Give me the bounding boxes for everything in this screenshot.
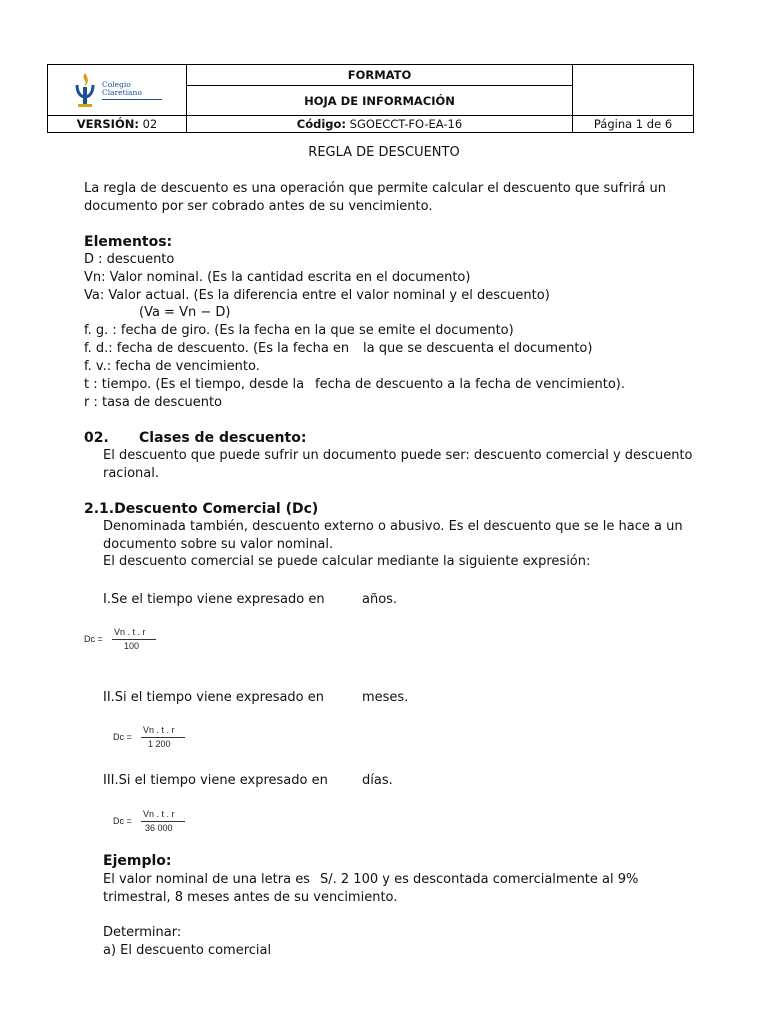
element-r: r : tasa de descuento	[84, 395, 223, 410]
formula-denominator: 1 200	[148, 739, 171, 749]
formula-denominator: 100	[124, 641, 140, 651]
header-formato: FORMATO	[187, 65, 573, 86]
formula-days	[113, 809, 193, 835]
clases-line-1: El descuento que puede sufrir un documento puede ser: descuento comercial y descuento	[103, 448, 693, 463]
ejemplo-heading: Ejemplo:	[103, 853, 172, 869]
logo-text	[102, 81, 162, 100]
formula-lhs: Dc =	[113, 732, 132, 742]
school-logo	[48, 71, 186, 109]
formula-denominator: 36 000	[145, 823, 173, 833]
clases-number: 02.	[84, 430, 109, 446]
element-fg: f. g. : fecha de giro. (Es la fecha en la que se emite el documento)	[84, 323, 514, 338]
case-years-unit: años.	[362, 592, 398, 607]
fraction-bar	[141, 737, 185, 738]
header-pagina: Página 1 de 6	[573, 116, 694, 133]
dc-line-2: documento sobre su valor nominal.	[103, 537, 334, 552]
determinar-item-a: a) El descuento comercial	[103, 943, 272, 958]
logo-line-2: Claretiano	[102, 87, 142, 97]
fraction-bar	[112, 639, 156, 640]
element-va-formula: (Va = Vn − D)	[139, 305, 231, 320]
ejemplo-line-1b: S/. 2 100 y es descontada comercialmente al 9%	[320, 872, 639, 887]
intro-line-2: documento por ser cobrado antes de su vencimiento.	[84, 199, 433, 214]
formula-lhs: Dc =	[113, 816, 132, 826]
ejemplo-line-2: trimestral, 8 meses antes de su vencimiento.	[103, 890, 398, 905]
formula-numerator: Vn . t . r	[114, 627, 146, 637]
dc-line-1: Denominada también, descuento externo o abusivo. Es el descuento que se le hace a un	[103, 519, 683, 534]
clases-heading: Clases de descuento:	[139, 430, 307, 446]
determinar-label: Determinar:	[103, 925, 182, 940]
logo-cell	[48, 65, 187, 116]
formula-numerator: Vn . t . r	[143, 725, 175, 735]
element-fd-part1: f. d.: fecha de descuento. (Es la fecha en	[84, 341, 350, 356]
case-years-text: I.Se el tiempo viene expresado en	[103, 592, 325, 607]
fraction-bar	[141, 821, 185, 822]
dc-heading: 2.1.Descuento Comercial (Dc)	[84, 501, 319, 517]
header-table	[47, 64, 694, 133]
logo-line-1: Colegio	[102, 79, 131, 89]
element-t-part2: fecha de descuento a la fecha de vencimiento).	[315, 377, 625, 392]
formula-months	[113, 725, 193, 751]
elementos-heading: Elementos:	[84, 234, 173, 250]
formula-numerator: Vn . t . r	[143, 809, 175, 819]
case-months-unit: meses.	[362, 690, 409, 705]
ejemplo-line-1a: El valor nominal de una letra es	[103, 872, 310, 887]
element-t-part1: t : tiempo. (Es el tiempo, desde la	[84, 377, 305, 392]
header-codigo: Código: SGOECCT-FO-EA-16	[187, 116, 573, 133]
header-empty-cell	[573, 65, 694, 116]
case-days-text: III.Si el tiempo viene expresado en	[103, 773, 328, 788]
header-hoja: HOJA DE INFORMACIÓN	[187, 86, 573, 116]
formula-years	[84, 627, 164, 653]
element-d: D : descuento	[84, 252, 175, 267]
flame-crest-icon	[72, 71, 98, 109]
element-va: Va: Valor actual. (Es la diferencia entre el valor nominal y el descuento)	[84, 288, 550, 303]
header-version: VERSIÓN: 02	[48, 116, 187, 133]
dc-line-3: El descuento comercial se puede calcular mediante la siguiente expresión:	[103, 554, 591, 569]
case-months-text: II.Si el tiempo viene expresado en	[103, 690, 325, 705]
intro-line-1: La regla de descuento es una operación que permite calcular el descuento que sufrirá un	[84, 181, 666, 196]
clases-line-2: racional.	[103, 466, 159, 481]
element-fd-part2: la que se descuenta el documento)	[363, 341, 593, 356]
formula-lhs: Dc =	[84, 634, 103, 644]
document-title: REGLA DE DESCUENTO	[308, 145, 460, 160]
case-days-unit: días.	[362, 773, 393, 788]
element-fv: f. v.: fecha de vencimiento.	[84, 359, 260, 374]
element-vn: Vn: Valor nominal. (Es la cantidad escrita en el documento)	[84, 270, 471, 285]
